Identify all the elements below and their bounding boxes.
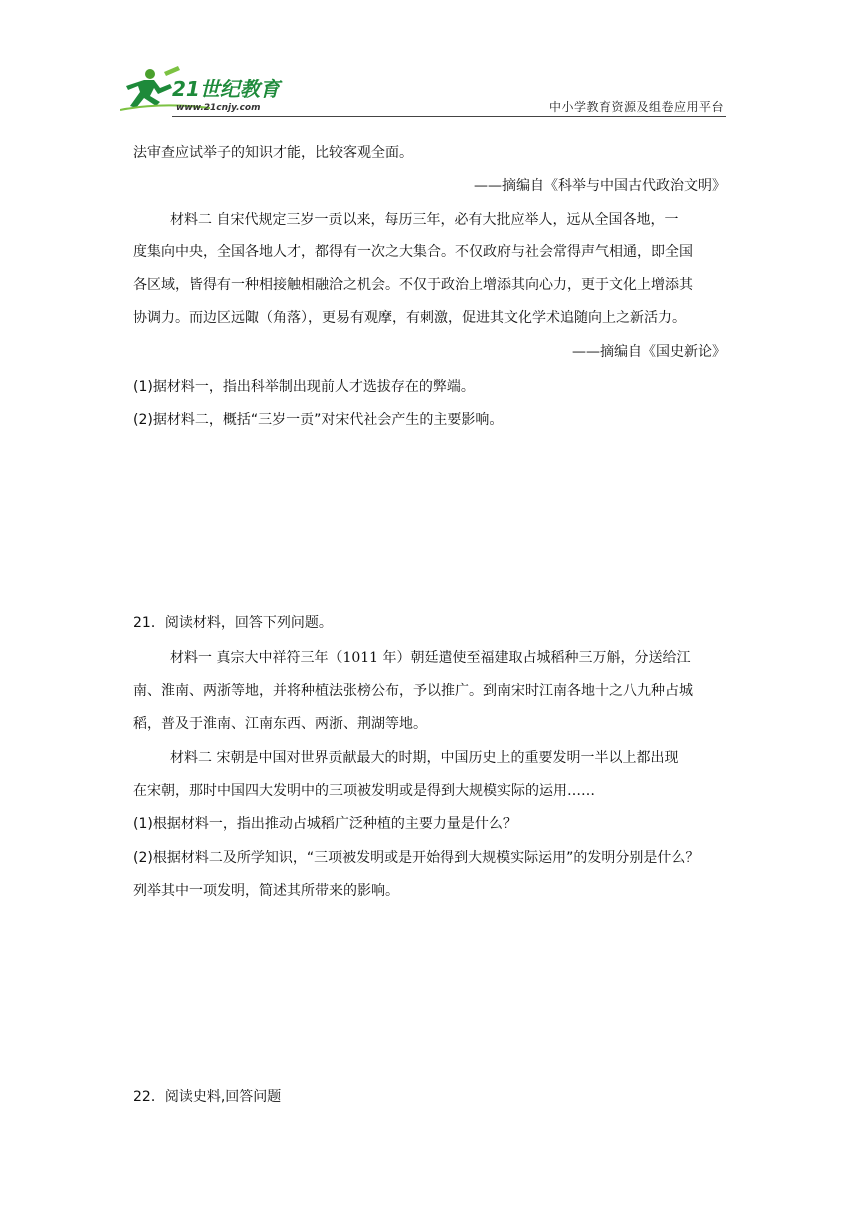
q21-title: 21．阅读材料，回答下列问题。 (133, 615, 333, 631)
q21-question2-line1: (2)根据材料二及所学知识，“三项被发明或是开始得到大规模实际运用”的发明分别是什么？ (133, 850, 700, 866)
q20-material2-line3: 各区域，皆得有一种相接触相融洽之机会。不仅于政治上增添其向心力，更于文化上增添其 (133, 277, 693, 293)
q21-material1-line2: 南、淮南、两浙等地，并将种植法张榜公布，予以推广。到南宋时江南各地十之八九种占城 (133, 683, 693, 699)
logo-text: 21世纪教育 (172, 77, 280, 101)
page-header (120, 64, 726, 116)
q20-material2-line1: 材料二 自宋代规定三岁一贡以来，每历三年，必有大批应举人，远从全国各地，一 (170, 212, 679, 228)
q20-source2: ——摘编自《国史新论》 (572, 344, 726, 360)
q20-question2: (2)据材料二，概括“三岁一贡”对宋代社会产生的主要影响。 (133, 412, 504, 428)
q21-material1-line1: 材料一 真宗大中祥符三年（1011 年）朝廷遣使至福建取占城稻种三万斛，分送给江 (170, 650, 691, 666)
q21-material1-line3: 稻，普及于淮南、江南东西、两浙、荆湖等地。 (133, 716, 427, 732)
q20-material2-line4: 协调力。而边区远陬（角落），更易有观摩，有刺激，促进其文化学术追随向上之新活力。 (133, 310, 686, 326)
q20-material1-tail: 法审查应试举子的知识才能，比较客观全面。 (133, 145, 413, 161)
q21-question2-line2: 列举其中一项发明，简述其所带来的影响。 (133, 883, 399, 899)
logo-21cnjy (120, 66, 300, 116)
logo-url: www.21cnjy.com (176, 103, 261, 113)
q21-material2-line1: 材料二 宋朝是中国对世界贡献最大的时期，中国历史上的重要发明一半以上都出现 (170, 750, 679, 766)
header-divider (172, 116, 726, 117)
q20-question1: (1)据材料一，指出科举制出现前人才选拔存在的弊端。 (133, 379, 475, 395)
q20-source1: ——摘编自《科举与中国古代政治文明》 (474, 178, 726, 194)
q21-question1: (1)根据材料一，指出推动占城稻广泛种植的主要力量是什么？ (133, 816, 517, 832)
header-platform-text: 中小学教育资源及组卷应用平台 (548, 100, 724, 114)
q22-title: 22．阅读史料,回答问题 (133, 1089, 282, 1105)
q21-material2-line2: 在宋朝，那时中国四大发明中的三项被发明或是得到大规模实际的运用…… (133, 783, 595, 799)
q20-material2-line2: 度集向中央，全国各地人才，都得有一次之大集合。不仅政府与社会常得声气相通，即全国 (133, 244, 693, 260)
